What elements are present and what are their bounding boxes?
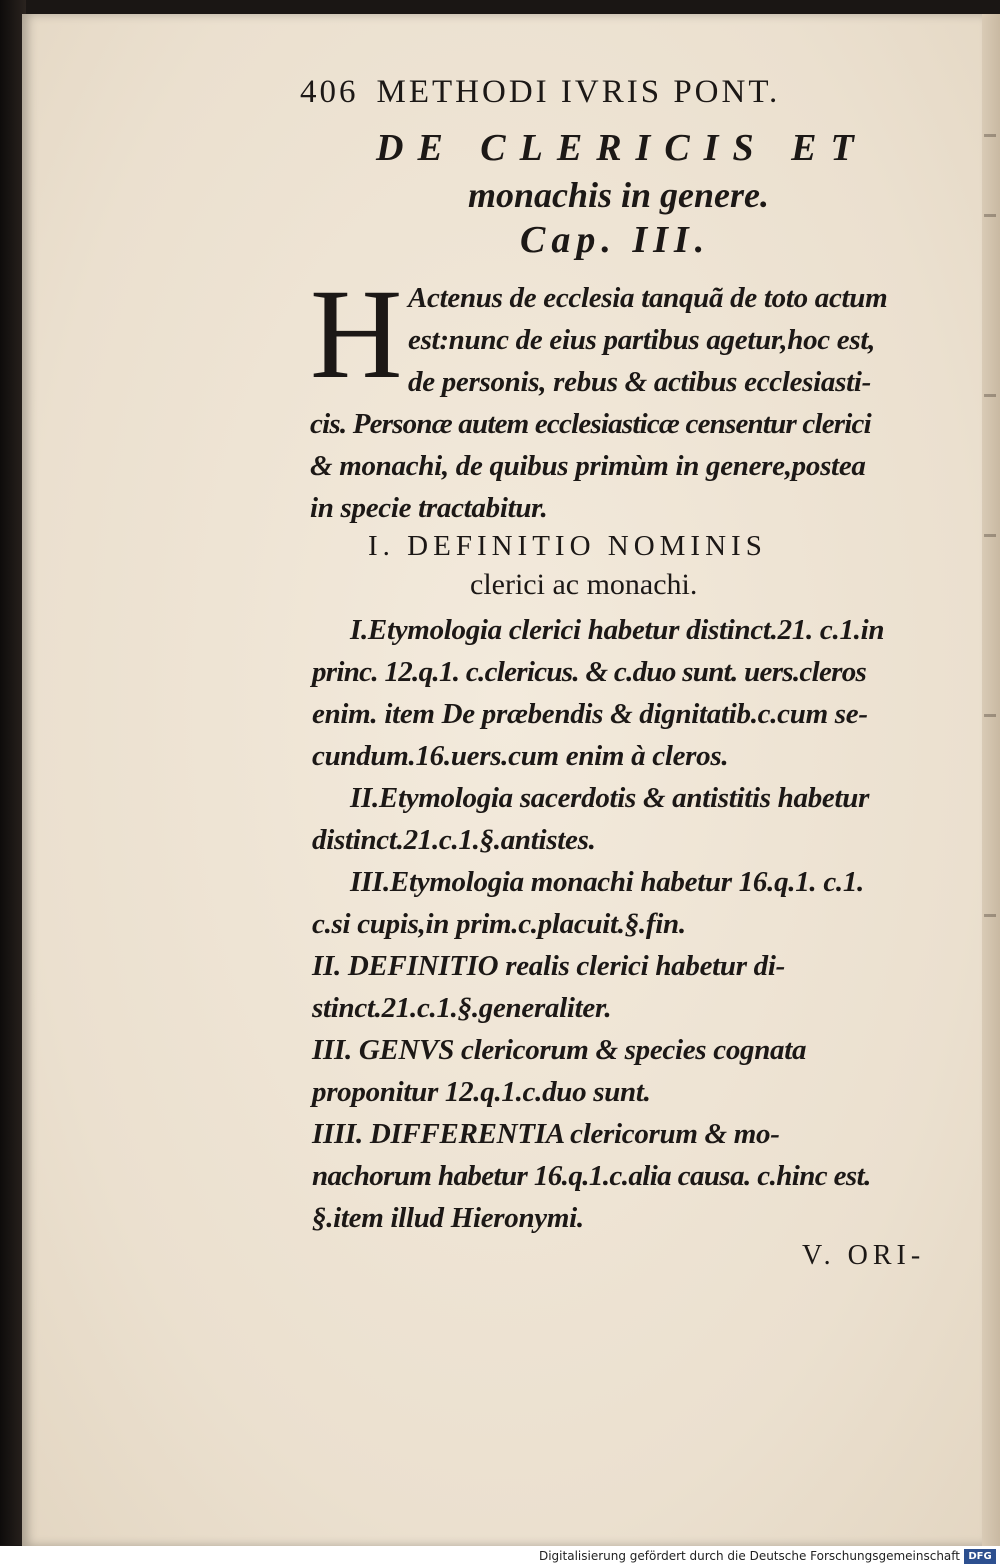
entry-line: proponitur 12.q.1.c.duo sunt. xyxy=(312,1076,651,1108)
book-page xyxy=(22,14,984,1546)
page-edge-bleed xyxy=(982,14,1000,1546)
entry-line: cundum.16.uers.cum enim à cleros. xyxy=(312,740,729,772)
entry-line: distinct.21.c.1.§.antistes. xyxy=(312,824,596,856)
running-head xyxy=(300,74,780,111)
bleed-mark xyxy=(984,214,996,217)
intro-line: Actenus de ecclesia tanquã de toto actum xyxy=(408,282,888,314)
entry-line: enim. item De præbendis & dignitatib.c.cum se- xyxy=(312,698,868,730)
section-heading: I. DEFINITIO NOMINIS xyxy=(368,530,767,562)
entry-line: II.Etymologia sacerdotis & antistitis habetur xyxy=(350,782,870,814)
bleed-mark xyxy=(984,394,996,397)
entry-line: III.Etymologia monachi habetur 16.q.1. c.1. xyxy=(350,866,864,898)
chapter-title: DE CLERICIS ET xyxy=(376,127,868,169)
intro-line: cis. Personæ autem ecclesiasticæ censentur clerici xyxy=(310,408,871,440)
intro-line: in specie tractabitur. xyxy=(310,492,548,524)
entry-line: c.si cupis,in prim.c.placuit.§.fin. xyxy=(312,908,686,940)
entry-line: princ. 12.q.1. c.clericus. & c.duo sunt. uers.cleros xyxy=(312,656,867,688)
entry-line: I.Etymologia clerici habetur distinct.21. c.1.in xyxy=(350,614,885,646)
intro-line: est:nunc de eius partibus agetur,hoc est, xyxy=(408,324,876,356)
drop-cap: H xyxy=(310,263,403,405)
chapter-number: Cap. III. xyxy=(520,219,711,261)
catchword: V. ORI- xyxy=(802,1240,926,1271)
bleed-mark xyxy=(984,534,996,537)
bleed-mark xyxy=(984,914,996,917)
running-title: METHODI IVRIS PONT. xyxy=(376,74,781,110)
entry-line: §.item illud Hieronymi. xyxy=(312,1202,584,1234)
chapter-subtitle: monachis in genere. xyxy=(468,175,770,215)
digitization-footer xyxy=(0,1546,1000,1568)
bleed-mark xyxy=(984,714,996,717)
page-number: 406 xyxy=(300,74,359,110)
entry-line: stinct.21.c.1.§.generaliter. xyxy=(312,992,612,1024)
entry-line: nachorum habetur 16.q.1.c.alia causa. c.hinc est. xyxy=(312,1160,871,1192)
intro-line: de personis, rebus & actibus ecclesiasti- xyxy=(408,366,871,398)
entry-line: II. DEFINITIO realis clerici habetur di- xyxy=(312,950,785,982)
dfg-logo: DFG xyxy=(964,1549,996,1564)
entry-line: IIII. DIFFERENTIA clericorum & mo- xyxy=(312,1118,780,1150)
section-subheading: clerici ac monachi. xyxy=(470,568,698,601)
funding-credit: Digitalisierung gefördert durch die Deutsche Forschungsgemeinschaft xyxy=(538,1549,960,1563)
bleed-mark xyxy=(984,134,996,137)
entry-line: III. GENVS clericorum & species cognata xyxy=(312,1034,807,1066)
intro-line: & monachi, de quibus primùm in genere,postea xyxy=(310,450,866,482)
